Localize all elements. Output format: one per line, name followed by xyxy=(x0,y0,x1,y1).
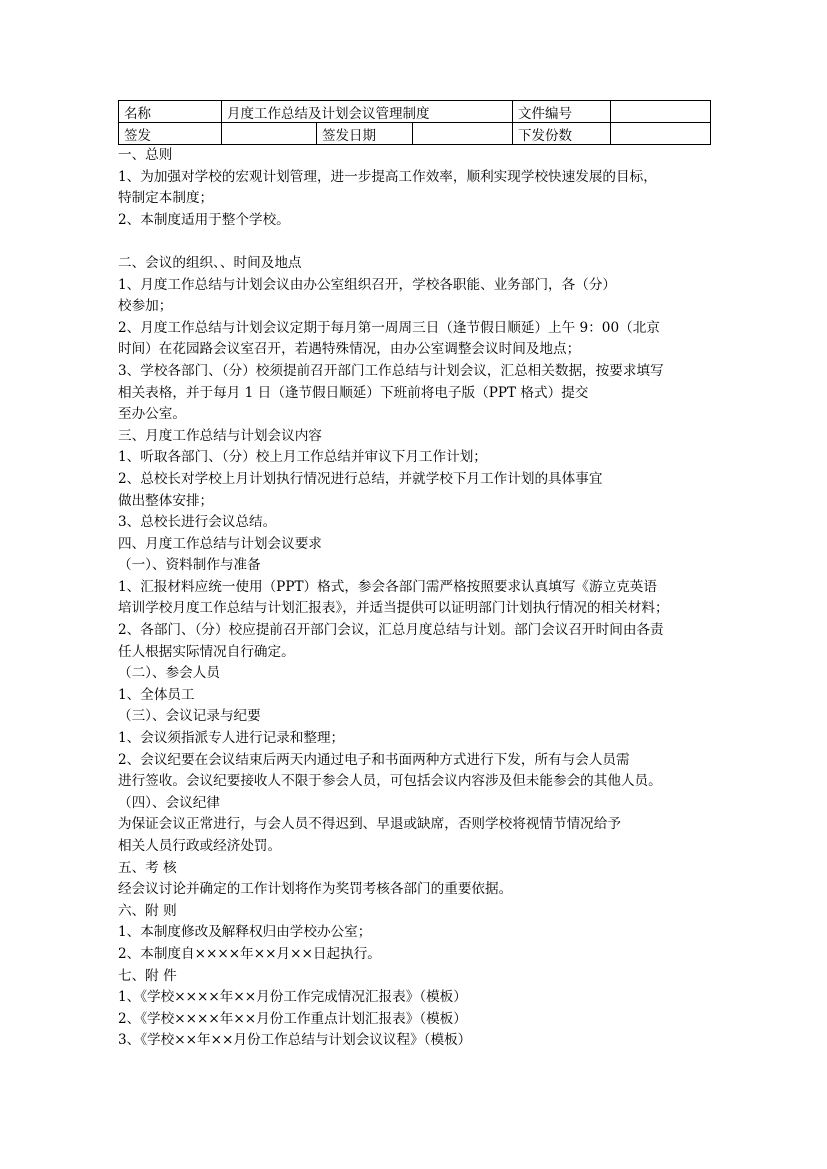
label-doc-no: 文件编号 xyxy=(513,101,611,123)
document-body xyxy=(118,145,710,1052)
body-line: （三）、会议记录与纪要 xyxy=(118,708,261,725)
body-line: 七、附 件 xyxy=(118,967,177,984)
body-line: 2、总校长对学校上月计划执行情况进行总结，并就学校下月工作计划的具体事宜 xyxy=(118,470,603,487)
label-sign: 签发 xyxy=(119,123,222,145)
label-copies: 下发份数 xyxy=(513,123,611,145)
body-line: 1、全体员工 xyxy=(118,686,195,703)
document-name-value: 月度工作总结及计划会议管理制度 xyxy=(222,101,513,123)
body-line: （二）、参会人员 xyxy=(118,665,220,682)
body-line: 五、考 核 xyxy=(118,859,177,876)
header-row-sign xyxy=(119,123,711,145)
document-page xyxy=(118,100,710,1052)
body-line: 为保证会议正常进行，与会人员不得迟到、早退或缺席，否则学校将视情节情况给予 xyxy=(118,816,621,833)
body-line: 二、会议的组织、、时间及地点 xyxy=(118,254,302,271)
body-line: 特制定本制度； xyxy=(118,190,214,207)
body-line: 相关人员行政或经济处罚。 xyxy=(118,838,282,854)
body-line: （一）、资料制作与准备 xyxy=(118,557,261,574)
body-line: 1、《学校××××年××月份工作完成情况汇报表》（模板） xyxy=(118,989,467,1006)
body-line: 任人根据实际情况自行确定。 xyxy=(118,643,295,660)
body-line: 六、附 则 xyxy=(118,902,177,919)
body-line: 2、本制度自××××年××月××日起执行。 xyxy=(118,945,381,962)
body-line: 四、月度工作总结与计划会议要求 xyxy=(118,535,322,552)
body-line: 2、本制度适用于整个学校。 xyxy=(118,211,290,228)
copies-value xyxy=(611,123,711,145)
body-line: 1、汇报材料应统一使用（PPT）格式，参会各部门需严格按照要求认真填写《游立克英语 xyxy=(118,578,657,595)
body-line: 3、总校长进行会议总结。 xyxy=(118,514,277,531)
body-line: 3、学校各部门、（分）校须提前召开部门工作总结与计划会议，汇总相关数据，按要求填写 xyxy=(118,362,664,379)
body-line: 三、月度工作总结与计划会议内容 xyxy=(118,427,322,444)
body-line: 2、各部门、（分）校应提前召开部门会议，汇总月度总结与计划。部门会议召开时间由各责 xyxy=(118,622,664,639)
body-line: 3、《学校××年××月份工作总结与计划会议议程》（模板） xyxy=(118,1032,472,1049)
doc-no-value xyxy=(611,101,711,123)
body-line xyxy=(118,231,710,253)
body-line: 1、本制度修改及解释权归由学校办公室； xyxy=(118,924,372,941)
body-line: 校参加； xyxy=(118,298,173,315)
body-line: 时间）在花园路会议室召开，若遇特殊情况，由办公室调整会议时间及地点； xyxy=(118,341,581,358)
label-sign-date: 签发日期 xyxy=(317,123,413,145)
body-line: 做出整体安排； xyxy=(118,492,214,509)
label-name: 名称 xyxy=(119,101,222,123)
body-line: 1、听取各部门、（分）校上月工作总结并审议下月工作计划； xyxy=(118,449,487,466)
sign-date-value xyxy=(413,123,513,145)
body-line: 1、月度工作总结与计划会议由办公室组织召开，学校各职能、业务部门，各（分） xyxy=(118,276,617,293)
body-line: 1、为加强对学校的宏观计划管理，进一步提高工作效率，顺利实现学校快速发展的目标， xyxy=(118,168,657,185)
body-line: 一、总则 xyxy=(118,147,173,163)
body-line: 2、会议纪要在会议结束后两天内通过电子和书面两种方式进行下发，所有与会人员需 xyxy=(118,751,630,768)
body-line: 2、《学校××××年××月份工作重点计划汇报表》（模板） xyxy=(118,1010,467,1027)
body-line: 至办公室。 xyxy=(118,406,186,423)
header-row-name xyxy=(119,101,711,123)
body-line: 进行签收。会议纪要接收人不限于参会人员，可包括会议内容涉及但未能参会的其他人员。 xyxy=(118,773,662,790)
body-line: 1、会议须指派专人进行记录和整理； xyxy=(118,730,345,747)
body-line: 经会议讨论并确定的工作计划将作为奖罚考核各部门的重要依据。 xyxy=(118,881,513,898)
document-header-table xyxy=(118,100,711,145)
body-line: 2、月度工作总结与计划会议定期于每月第一周周三日（逢节假日顺延）上午 9：00（北京 xyxy=(118,319,660,336)
body-line: 相关表格，并于每月 1 日（逢节假日顺延）下班前将电子版（PPT 格式）提交 xyxy=(118,384,589,401)
body-line: （四）、会议纪律 xyxy=(118,794,220,811)
body-line: 培训学校月度工作总结与计划汇报表》，并适当提供可以证明部门计划执行情况的相关材料； xyxy=(118,600,669,617)
sign-value xyxy=(222,123,317,145)
